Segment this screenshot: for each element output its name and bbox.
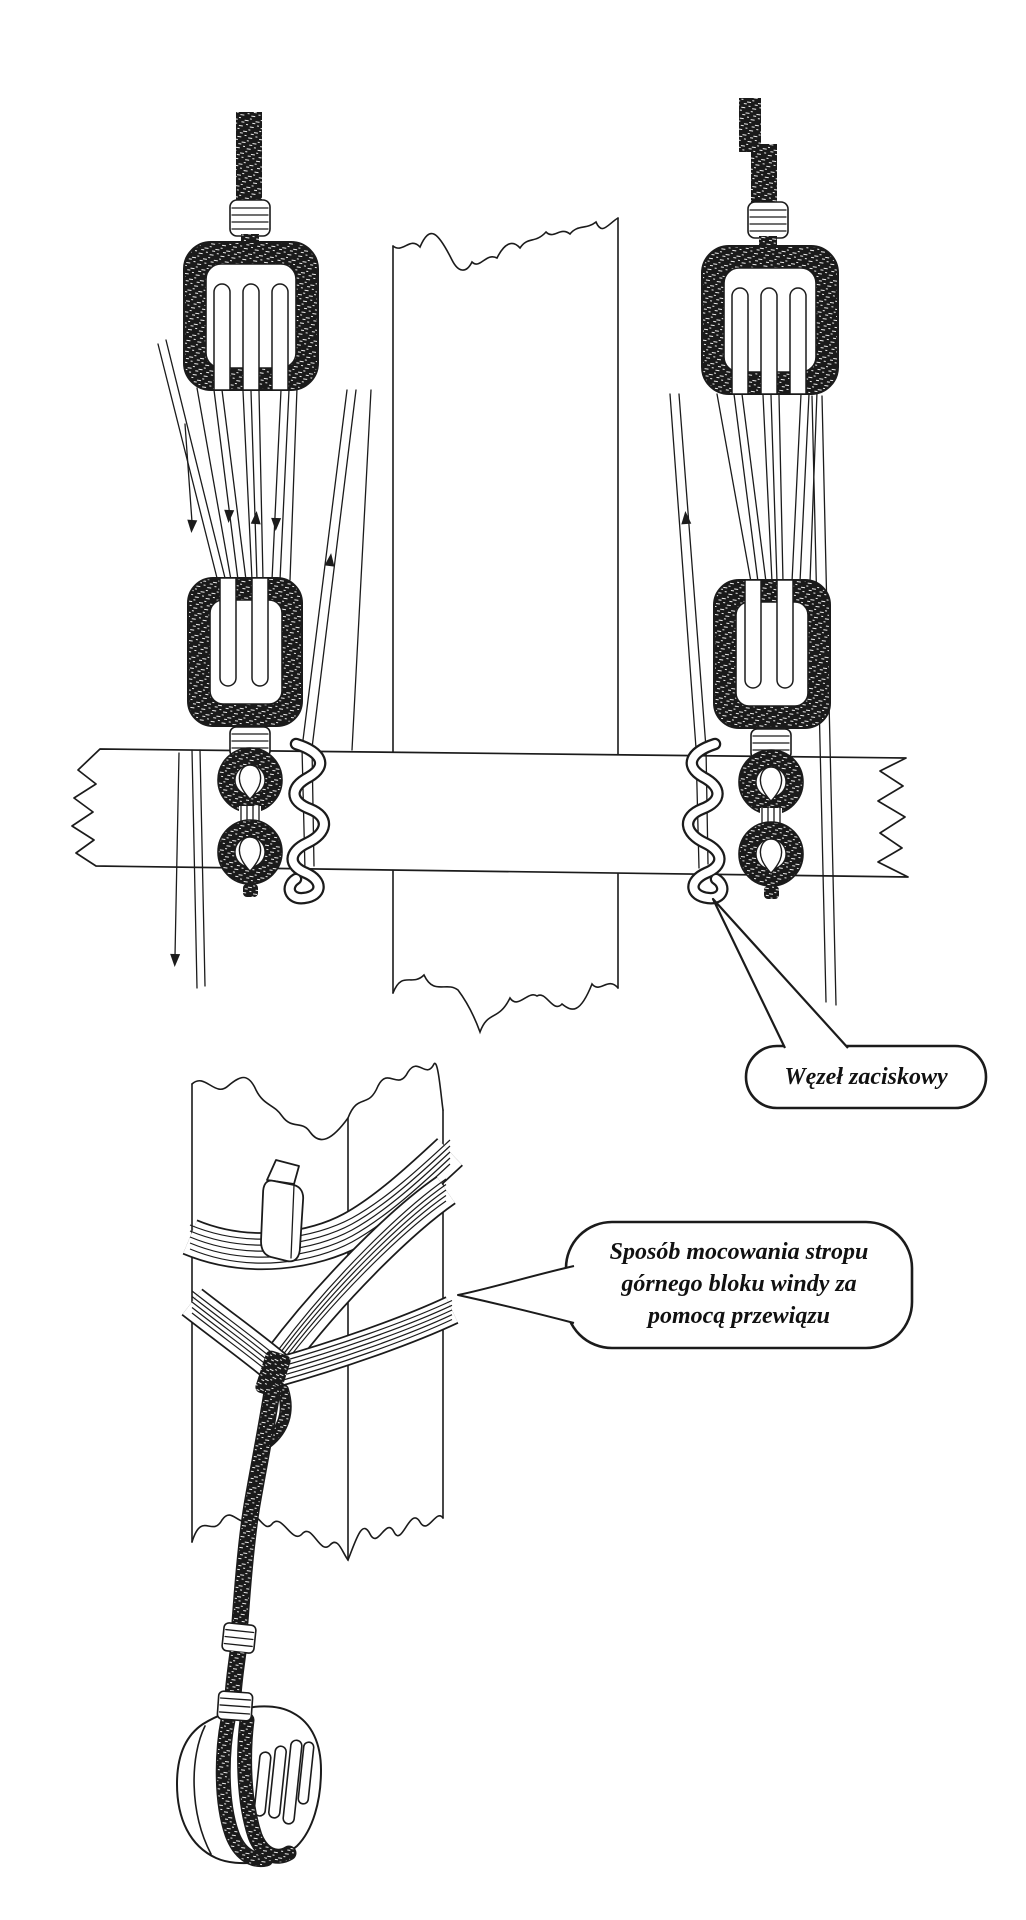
left-top-rope (236, 112, 262, 204)
wooden-toggle (261, 1160, 303, 1261)
callout-sposob-label: Sposób mocowania stropu górnego bloku windy za pomocą przewiązu (609, 1239, 869, 1329)
right-top-rope (739, 98, 761, 152)
left-upper-block (184, 242, 318, 390)
left-top-seizing (230, 200, 270, 236)
lashing (190, 1140, 452, 1382)
central-mast (393, 218, 618, 1032)
callout-wezel-label: Węzeł zaciskowy (784, 1063, 948, 1090)
right-top-seizing (748, 202, 788, 238)
right-lower-block (714, 580, 830, 728)
lower-winch-block (177, 1691, 321, 1863)
left-lower-block (188, 578, 302, 726)
right-upper-block (702, 246, 838, 394)
